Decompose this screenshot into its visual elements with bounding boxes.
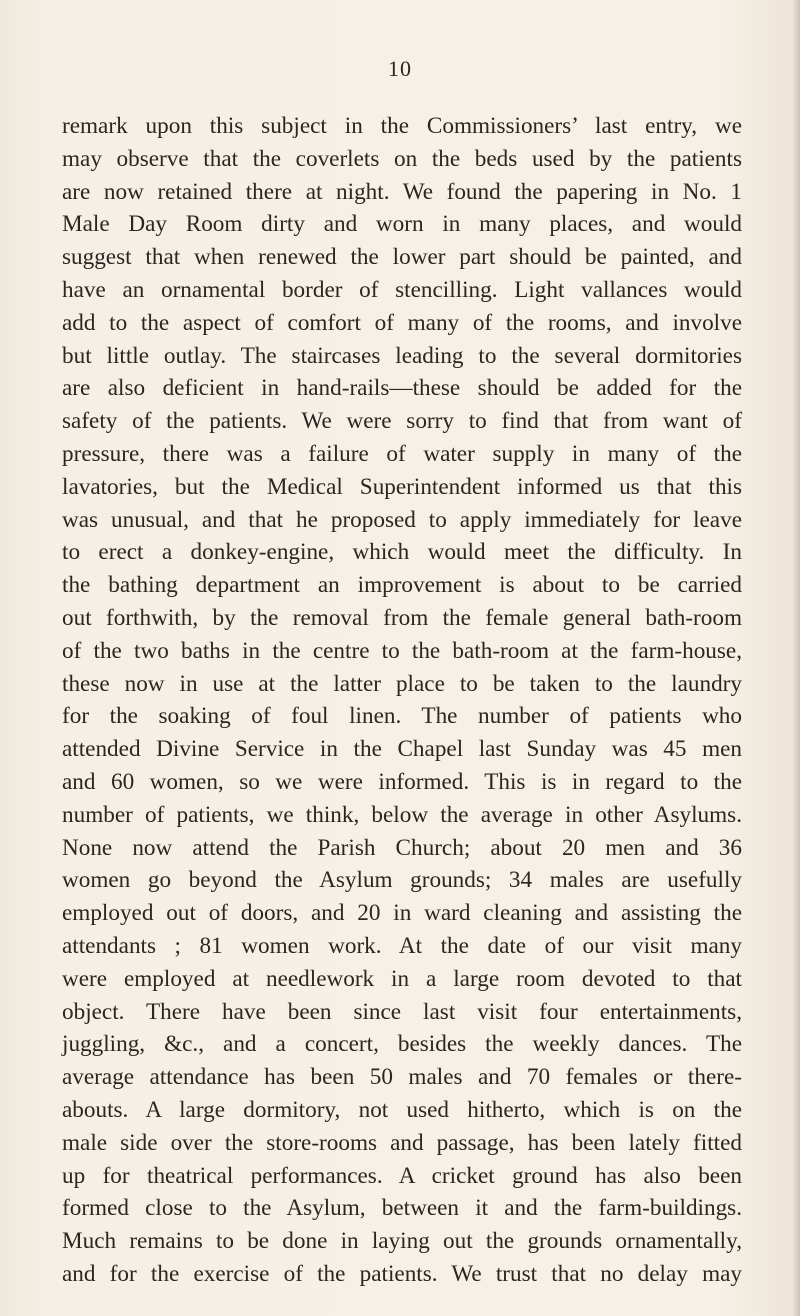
- text-line: to erect a donkey-engine, which would meet the difficulty. In: [62, 539, 742, 566]
- text-line: average attendance has been 50 males and 70 females or there-: [62, 1064, 742, 1091]
- text-line: lavatories, but the Medical Superintendent informed us that this: [62, 473, 742, 500]
- page-number: 10: [388, 56, 412, 81]
- text-line: was unusual, and that he proposed to apply immediately for leave: [62, 506, 742, 533]
- text-line: these now in use at the latter place to be taken to the laundry: [62, 670, 742, 697]
- text-line: safety of the patients. We were sorry to find that from want of: [62, 408, 742, 435]
- text-line: None now attend the Parish Church; about 20 men and 36: [62, 834, 742, 861]
- text-line: and for the exercise of the patients. We trust that no delay may: [62, 1260, 742, 1287]
- text-line: employed out of doors, and 20 in ward cleaning and assisting the: [62, 900, 742, 927]
- text-line: abouts. A large dormitory, not used hitherto, which is on the: [62, 1096, 742, 1123]
- text-line: male side over the store-rooms and passage, has been lately fitted: [62, 1129, 742, 1156]
- text-line: of the two baths in the centre to the bath-room at the farm-house,: [62, 637, 742, 664]
- text-line: but little outlay. The staircases leading to the several dormitories: [62, 342, 742, 369]
- body-paragraph: [62, 110, 742, 1291]
- text-line: were employed at needlework in a large room devoted to that: [62, 965, 742, 992]
- text-line: are also deficient in hand-rails—these should be added for the: [62, 375, 742, 402]
- text-line: for the soaking of foul linen. The number of patients who: [62, 703, 742, 730]
- text-line: have an ornamental border of stencilling. Light vallances would: [62, 276, 742, 303]
- text-line: suggest that when renewed the lower part should be painted, and: [62, 244, 742, 271]
- text-line: the bathing department an improvement is about to be carried: [62, 572, 742, 599]
- text-line: attended Divine Service in the Chapel last Sunday was 45 men: [62, 736, 742, 763]
- text-line: out forthwith, by the removal from the female general bath-room: [62, 604, 742, 631]
- text-line: remark upon this subject in the Commissioners’ last entry, we: [62, 113, 742, 139]
- text-line: Male Day Room dirty and worn in many places, and would: [62, 211, 742, 238]
- text-line: women go beyond the Asylum grounds; 34 males are usefully: [62, 867, 742, 894]
- text-line: attendants ; 81 women work. At the date of our visit many: [62, 932, 742, 959]
- text-line: object. There have been since last visit four entertainments,: [62, 998, 742, 1025]
- text-line: formed close to the Asylum, between it and the farm-buildings.: [62, 1195, 742, 1222]
- page-edge-shadow: [792, 0, 800, 1316]
- text-line: are now retained there at night. We found the papering in No. 1: [62, 178, 742, 205]
- text-line: pressure, there was a failure of water supply in many of the: [62, 440, 742, 467]
- text-line: juggling, &c., and a concert, besides the weekly dances. The: [62, 1031, 742, 1058]
- text-line: and 60 women, so we were informed. This is in regard to the: [62, 768, 742, 795]
- text-line: may observe that the coverlets on the beds used by the patients: [62, 145, 742, 172]
- text-line: up for theatrical performances. A cricket ground has also been: [62, 1162, 742, 1189]
- text-line: Much remains to be done in laying out the grounds ornamentally,: [62, 1228, 742, 1255]
- text-line: add to the aspect of comfort of many of the rooms, and involve: [62, 309, 742, 336]
- text-line: number of patients, we think, below the average in other Asylums.: [62, 801, 742, 828]
